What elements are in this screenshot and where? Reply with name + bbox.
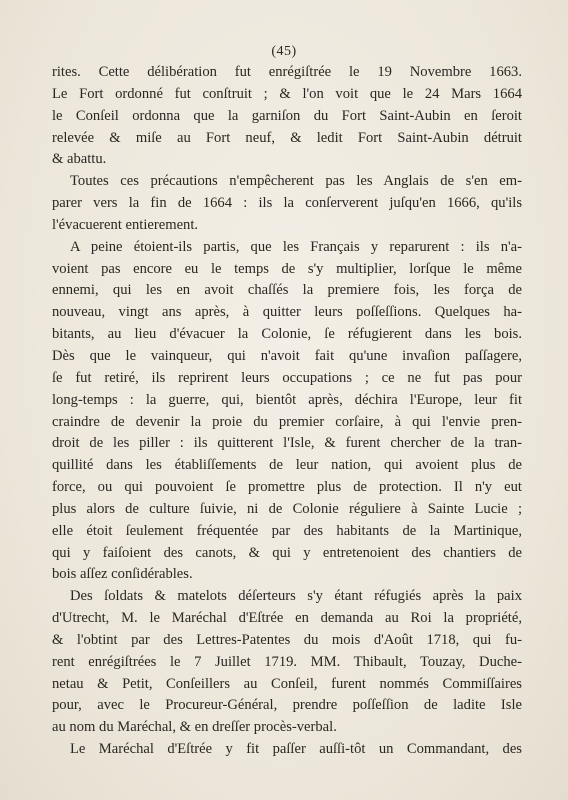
text-line: ennemi, qui les en avoit chaſſés la premiere fois, les força de (52, 282, 522, 299)
text-line: force, ou qui pouvoient ſe promettre plus de protection. Il n'y eut (52, 479, 522, 496)
text-line: plus alors de culture ſuivie, ni de Colonie réguliere à Sainte Lucie ; (52, 500, 522, 517)
text-line: parer vers la fin de 1664 : ils la conſerverent juſqu'en 1666, qu'ils (52, 195, 522, 212)
text-line: droit de les piller : ils quitterent l'Isle, & furent chercher de la tran- (52, 435, 522, 452)
text-line: le Conſeil ordonna que la garniſon du Fort Saint-Aubin en ſeroit (52, 107, 522, 124)
text-line: long-temps : la guerre, qui, bientôt après, déchira l'Europe, leur fit (52, 391, 522, 408)
paragraph (52, 237, 522, 587)
text-line: craindre de devenir la proie du premier corſaire, à qui l'envie pren- (52, 413, 522, 430)
text-line: d'Utrecht, M. le Maréchal d'Eſtrée en demanda au Roi la propriété, (52, 610, 522, 627)
text-line: A peine étoient-ils partis, que les Français y reparurent : ils n'a- (70, 238, 522, 255)
text-line: Le Fort ordonné fut conſtruit ; & l'on voit que le 24 Mars 1664 (52, 85, 522, 102)
paragraph (52, 586, 522, 739)
text-line: au nom du Maréchal, & en dreſſer procès-verbal. (52, 719, 337, 736)
text-line: quillité dans les établiſſements de leur nation, qui avoient plus de (52, 457, 522, 474)
text-line: netau & Petit, Conſeillers au Conſeil, furent nommés Commiſſaires (52, 675, 522, 692)
page-number: (45) (271, 44, 297, 59)
text-line: & abattu. (52, 151, 107, 168)
text-line: l'évacuerent entierement. (52, 216, 199, 233)
body-text (52, 62, 522, 761)
text-line: pour, avec le Procureur-Général, prendre poſſeſſion de ladite Isle (52, 697, 522, 714)
text-line: Toutes ces précautions n'empêcherent pas les Anglais de s'en em- (70, 173, 522, 190)
text-line: & l'obtint par des Lettres-Patentes du mois d'Août 1718, qui fu- (52, 631, 522, 648)
text-line: rites. Cette délibération fut enrégiſtrée le 19 Novembre 1663. (52, 64, 522, 80)
text-line: bois aſſez conſidérables. (52, 566, 193, 583)
text-line: bitants, au lieu d'évacuer la Colonie, ſe réfugierent dans les bois. (52, 326, 522, 343)
text-line: Dès que le vainqueur, qui n'avoit fait qu'une invaſion paſſagere, (52, 347, 522, 364)
text-line: nouveau, vingt ans après, à quitter leurs poſſeſſions. Quelques ha- (52, 304, 522, 321)
text-line: qui y faiſoient des canots, & qui y entretenoient des chantiers de (52, 544, 522, 561)
text-line: Le Maréchal d'Eſtrée y fit paſſer auſſi-tôt un Commandant, des (70, 741, 522, 758)
paragraph (52, 171, 522, 237)
text-line: ſe fut retiré, ils reprirent leurs occupations ; ce ne fut pas pour (52, 369, 522, 386)
paragraph (52, 739, 522, 761)
text-line: voient pas encore eu le temps de s'y multiplier, lorſque le même (52, 260, 522, 277)
text-line: relevée & miſe au Fort neuf, & ledit Fort Saint-Aubin détruit (52, 129, 522, 146)
text-line: Des ſoldats & matelots déſerteurs s'y étant réfugiés après la paix (70, 588, 522, 605)
paragraph (52, 62, 522, 171)
text-line: elle étoit ſeulement fréquentée par des habitants de la Martinique, (52, 522, 522, 539)
text-line: rent enrégiſtrées le 7 Juillet 1719. MM. Thibault, Touzay, Duche- (52, 653, 522, 670)
